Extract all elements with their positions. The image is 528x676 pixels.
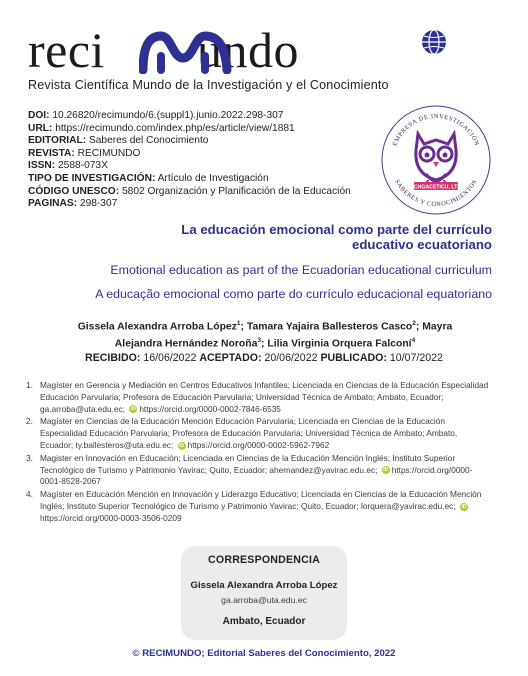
- author-4: Lilia Virginia Orquera Falconí: [267, 338, 412, 350]
- correspondence-title: CORRESPONDENCIA: [208, 554, 320, 566]
- url-link[interactable]: https://recimundo.com/index.php/es/article/view/1881: [55, 122, 295, 134]
- orcid-link[interactable]: https://orcid.org/0000-0002-7846-6535: [139, 403, 281, 414]
- author-3: Mayra Alejandra Hernández Noroña: [114, 321, 453, 350]
- doi-line: DOI: 10.26820/recimundo/6.(suppl1).junio.2022.298-307: [28, 110, 284, 121]
- affiliation-item: 1. Magíster en Gerencia y Mediación en Centros Educativos Infantiles; Licenciada en Ciencias de la Educación Especialidad Educación Parvularia; Profesora de Educación Parvularia; Universidad Técnica de Ambato; Ambato, Ecuador; ga.arroba@uta.edu.ec; iD https://orcid.org/0000-0002-7846-6535: [26, 380, 489, 414]
- logo-m-wave-icon: [139, 30, 235, 74]
- tipo-line: TIPO DE INVESTIGACIÓN: Artículo de Investigación: [28, 172, 269, 184]
- orcid-icon: iD: [179, 442, 185, 449]
- orcid-link[interactable]: https://orcid.org/0000-0003-3506-0209: [40, 512, 182, 523]
- doi-value[interactable]: 10.26820/recimundo/6.(suppl1).junio.2022.298-307: [52, 110, 284, 121]
- unesco-line: CÓDIGO UNESCO: 5802 Organización y Planificación de la Educación: [28, 185, 351, 197]
- article-metadata: [28, 110, 378, 211]
- logo-text-left: reci: [28, 22, 105, 78]
- svg-text:TECHGACETICU. LTDA: TECHGACETICU. LTDA: [407, 184, 465, 191]
- paginas-line: PAGINAS: 298-307: [28, 198, 118, 210]
- recimundo-logo: [28, 24, 478, 80]
- accepted-date: 20/06/2022: [264, 352, 318, 364]
- svg-text:SABERES Y CONOCIMIENTOS: SABERES Y CONOCIMIENTOS: [393, 178, 479, 209]
- affiliation-item: 4. Magíster en Educación Mención en Innovación y Liderazgo Educativo; Licenciada en Ciencias de la Educación Mención Inglés; Instituto Superior Tecnológico de Turismo y Patrimonio Yavirac; Quito, Ecuador; lorquera@yavirac.edu.ec; iDhttps://orcid.org/0000-0003-3506-0209: [26, 489, 482, 523]
- published-date: 10/07/2022: [389, 352, 443, 364]
- correspondence-box: [181, 546, 347, 640]
- article-title-en: Emotional education as part of the Ecuadorian educational curriculum: [110, 263, 492, 277]
- author-2: Tamara Yajaira Ballesteros Casco: [246, 321, 413, 333]
- orcid-link[interactable]: https://orcid.org/0000-0002-5962-7962: [187, 439, 330, 450]
- orcid-link[interactable]: https://orcid.org/0000-0001-8528-2067: [40, 464, 473, 487]
- journal-subtitle: Revista Científica Mundo de la Investigación y el Conocimiento: [28, 78, 389, 92]
- author-list: Gissela Alexandra Arroba López$^1$; Tamara Yajaira Ballesteros Casco$^2$; Mayra Alejandra Hernández Noroña$^3$; Lilia Virginia Orquera Falconí$^4$: [77, 320, 453, 350]
- affiliation-item: 3. Magister en Innovación en Educación; Licenciada en Ciencias de la Educación Mención Inglés; Instituto Superior Tecnológico de Turismo y Patrimonio Yavirac; Quito, Ecuador; ahernandez@yavirac.edu.ec; iD https://orcid.org/0000-0001-8528-2067: [26, 452, 473, 487]
- author-1: Gissela Alexandra Arroba López: [77, 321, 237, 333]
- correspondence-email[interactable]: ga.arroba@uta.edu.ec: [221, 595, 307, 605]
- revista-line: REVISTA: RECIMUNDO: [28, 147, 141, 159]
- issn-line: ISSN: 2588-073X: [28, 160, 108, 172]
- orcid-icon: iD: [383, 467, 389, 474]
- received-date: 16/06/2022: [143, 352, 197, 364]
- author-affiliations: [26, 380, 492, 526]
- url-line: URL: https://recimundo.com/index.php/es/article/view/1881: [28, 122, 295, 134]
- globe-icon: [420, 28, 448, 56]
- orcid-icon: iD: [130, 406, 136, 413]
- correspondence-name: Gissela Alexandra Arroba López: [190, 580, 338, 591]
- svg-text:EMPRESA DE INVESTIGACIÓN: EMPRESA DE INVESTIGACIÓN: [391, 112, 481, 148]
- logo-text-right: undo: [196, 22, 299, 78]
- publication-dates: RECIBIDO: 16/06/2022 ACEPTADO: 20/06/2022 PUBLICADO: 10/07/2022: [85, 352, 443, 364]
- editorial-line: EDITORIAL: Saberes del Conocimiento: [28, 135, 209, 147]
- publisher-seal-icon: [380, 104, 492, 216]
- article-title-es: La educación emocional como parte del currículo educativo ecuatoriano: [181, 222, 492, 252]
- orcid-icon: iD: [461, 503, 467, 510]
- correspondence-city: Ambato, Ecuador: [222, 616, 306, 627]
- affiliation-item: 2. Magíster en Ciencias de la Educación Mención Educación Parvularia; Licenciada en Ciencias de la Educación Especialidad Educación Parvularia; Profesora de Educación Parvularia; Universidad Técnica de Ambato; Ambato, Ecuador; ty.ballesteros@uta.edu.ec; iD https://orcid.org/0000-0002-5962-7962: [26, 416, 458, 450]
- article-title-pt: A educação emocional como parte do currículo educacional equatoriano: [95, 287, 492, 301]
- copyright-footer: © RECIMUNDO; Editorial Saberes del Conocimiento, 2022: [132, 648, 396, 659]
